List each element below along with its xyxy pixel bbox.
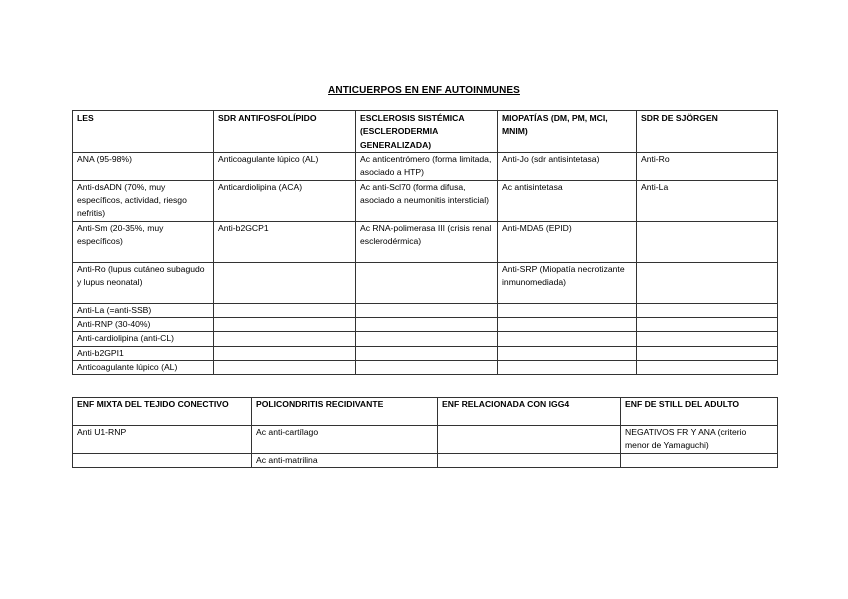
column-header: LES (73, 111, 214, 153)
table-cell: Anti U1-RNP (73, 426, 252, 454)
table-cell: Anti-La (=anti-SSB) (73, 303, 214, 317)
table-cell: Anti-Ro (lupus cutáneo subagudo y lupus neonatal) (73, 262, 214, 303)
column-header: ENF MIXTA DEL TEJIDO CONECTIVO (73, 398, 252, 426)
table-cell: Anti-cardiolipina (anti-CL) (73, 332, 214, 346)
column-header: ENF RELACIONADA CON IGG4 (438, 398, 621, 426)
table-cell: Ac anti-matrilina (252, 454, 438, 468)
table-row (73, 426, 778, 454)
table-cell: Ac antisintetasa (498, 180, 637, 221)
table-cell (637, 346, 778, 360)
table-cell: Ac anti-Scl70 (forma difusa, asociado a neumonitis intersticial) (356, 180, 498, 221)
table-cell: Anticoagulante lúpico (AL) (214, 152, 356, 180)
table-cell: Anti-b2GPI1 (73, 346, 214, 360)
table-row (73, 454, 778, 468)
column-header: ESCLEROSIS SISTÉMICA (ESCLERODERMIA GENERALIZADA) (356, 111, 498, 153)
table-cell (637, 318, 778, 332)
table-row (73, 262, 778, 303)
table-cell: Anti-Ro (637, 152, 778, 180)
autoimmune-antibodies-table (72, 110, 778, 375)
table-cell (356, 318, 498, 332)
table-cell: Anti-b2GCP1 (214, 221, 356, 262)
column-header: ENF DE STILL DEL ADULTO (621, 398, 778, 426)
table-cell: Ac RNA-polimerasa III (crisis renal esclerodérmica) (356, 221, 498, 262)
table-cell (498, 303, 637, 317)
table-cell (621, 454, 778, 468)
table-cell: Anti-La (637, 180, 778, 221)
table-row (73, 332, 778, 346)
table-cell (214, 262, 356, 303)
header-row (73, 111, 778, 153)
table-cell (438, 454, 621, 468)
table-cell: ANA (95-98%) (73, 152, 214, 180)
table-cell (498, 332, 637, 346)
table-cell (356, 361, 498, 375)
table-cell (637, 221, 778, 262)
table-cell (438, 426, 621, 454)
table-cell: NEGATIVOS FR Y ANA (criterio menor de Yamaguchi) (621, 426, 778, 454)
table-cell: Anti-Jo (sdr antisintetasa) (498, 152, 637, 180)
table-cell (73, 454, 252, 468)
table-row (73, 303, 778, 317)
table-cell: Ac anticentrómero (forma limitada, asociado a HTP) (356, 152, 498, 180)
table-cell (498, 361, 637, 375)
table-row (73, 361, 778, 375)
column-header: POLICONDRITIS RECIDIVANTE (252, 398, 438, 426)
table-cell: Anti-SRP (Miopatía necrotizante inmunomediada) (498, 262, 637, 303)
table-cell (356, 332, 498, 346)
other-diseases-table (72, 397, 778, 468)
table-cell: Anticardiolipina (ACA) (214, 180, 356, 221)
table-cell (214, 332, 356, 346)
table-cell (356, 346, 498, 360)
column-header: MIOPATÍAS (DM, PM, MCI, MNIM) (498, 111, 637, 153)
table-cell: Anticoagulante lúpico (AL) (73, 361, 214, 375)
table-cell (637, 303, 778, 317)
table-cell (637, 332, 778, 346)
table-row (73, 221, 778, 262)
table-cell (214, 303, 356, 317)
table-cell (498, 318, 637, 332)
table-row (73, 180, 778, 221)
table-cell (356, 262, 498, 303)
table-cell (637, 262, 778, 303)
column-header: SDR ANTIFOSFOLÍPIDO (214, 111, 356, 153)
table-row (73, 152, 778, 180)
table-row (73, 318, 778, 332)
table-cell: Anti-dsADN (70%, muy específicos, actividad, riesgo nefritis) (73, 180, 214, 221)
table-cell: Anti-Sm (20-35%, muy específicos) (73, 221, 214, 262)
document-title: ANTICUERPOS EN ENF AUTOINMUNES (328, 85, 520, 96)
table-row (73, 346, 778, 360)
table-cell (498, 346, 637, 360)
table-cell (214, 318, 356, 332)
table-cell (214, 361, 356, 375)
header-row (73, 398, 778, 426)
table-cell: Ac anti-cartílago (252, 426, 438, 454)
table-cell (637, 361, 778, 375)
table-cell (214, 346, 356, 360)
column-header: SDR DE SJÖRGEN (637, 111, 778, 153)
table-cell: Anti-RNP (30-40%) (73, 318, 214, 332)
table-cell (356, 303, 498, 317)
table-cell: Anti-MDA5 (EPID) (498, 221, 637, 262)
